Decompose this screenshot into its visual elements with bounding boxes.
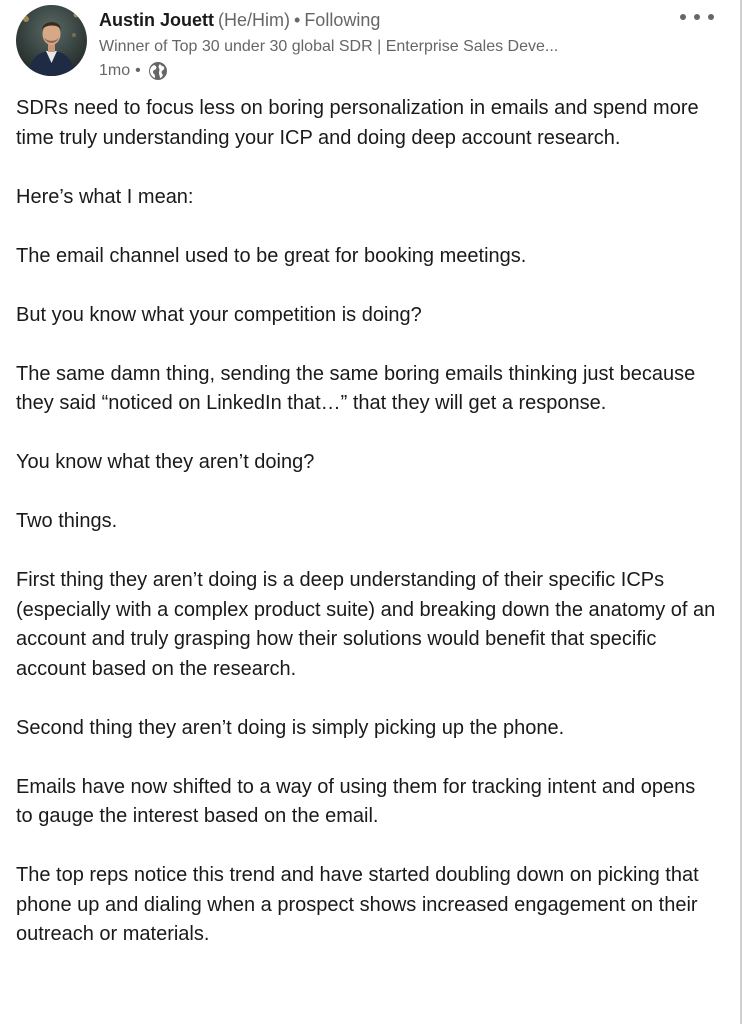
post-paragraph: Two things. <box>16 510 118 532</box>
more-options-button[interactable] <box>680 8 714 26</box>
post-paragraph: The top reps notice this trend and have started doubling down on picking that phone up and dialing when a prospect shows increased engagement on their outreach or materials. <box>16 864 699 945</box>
globe-icon <box>148 61 168 81</box>
ellipsis-icon-dot <box>680 14 686 20</box>
author-name[interactable]: Austin Jouett <box>99 10 214 30</box>
author-line <box>99 8 659 32</box>
post-header <box>99 8 659 82</box>
profile-photo <box>16 5 87 76</box>
post-meta <box>99 60 659 82</box>
post-paragraph: The same damn thing, sending the same boring emails thinking just because they said “noticed on LinkedIn that…” that they will get a response. <box>16 362 696 414</box>
post-paragraph: But you know what your competition is doing? <box>16 303 422 326</box>
post-timestamp[interactable]: 1mo <box>99 62 131 79</box>
post-paragraph: Emails have now shifted to a way of using them for tracking intent and opens to gauge the interest based on the email. <box>16 775 696 827</box>
author-pronouns: (He/Him) <box>218 10 290 30</box>
post-paragraph: Second thing they aren’t doing is simply picking up the phone. <box>16 716 565 739</box>
author-avatar[interactable] <box>16 5 87 76</box>
ellipsis-icon-dot <box>694 14 700 20</box>
meta-separator-dot: • <box>135 62 141 79</box>
follow-status[interactable]: Following <box>304 10 381 30</box>
post-paragraph: Here’s what I mean: <box>16 185 194 208</box>
post-paragraph: First thing they aren’t doing is a deep understanding of their specific ICPs (especially with a complex product suite) and breaking down the anatomy of an account and truly grasping how their solutions would benefit that specific account based on the research. <box>16 569 716 680</box>
post-body <box>16 94 716 979</box>
separator-dot: • <box>294 10 301 30</box>
author-headline[interactable]: Winner of Top 30 under 30 global SDR | Enterprise Sales Deve... <box>99 38 559 55</box>
post-paragraph: The email channel used to be great for booking meetings. <box>16 244 527 267</box>
ellipsis-icon-dot <box>708 14 714 20</box>
post-paragraph: You know what they aren’t doing? <box>16 451 315 473</box>
post-paragraph: SDRs need to focus less on boring personalization in emails and spend more time truly understanding your ICP and doing deep account research. <box>16 97 699 149</box>
